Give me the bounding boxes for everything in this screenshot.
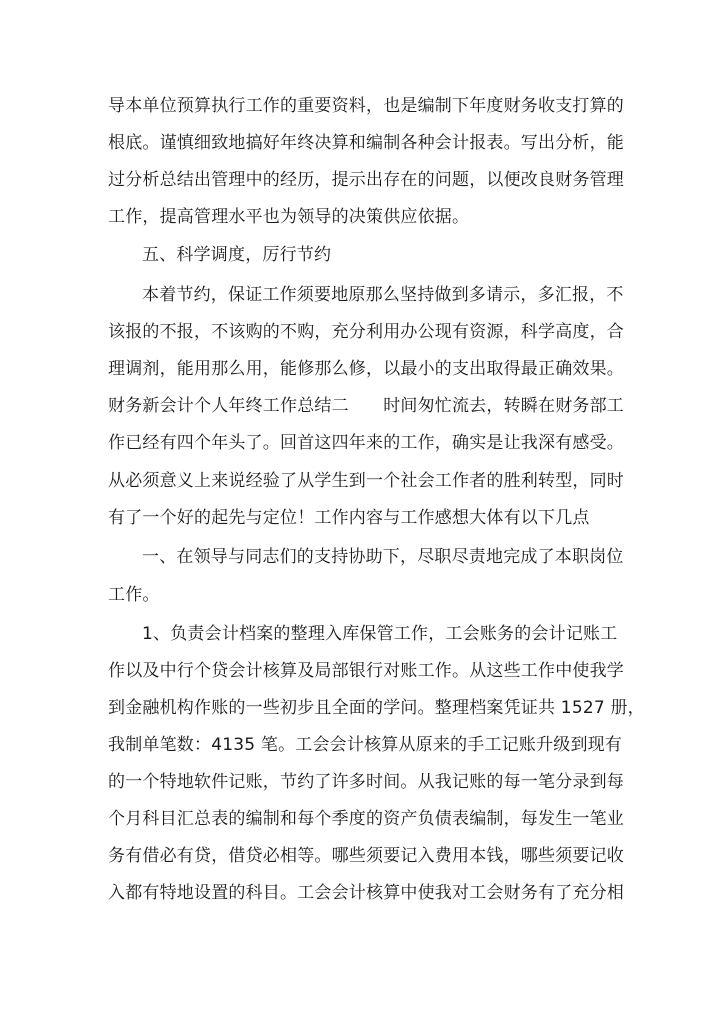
text-line: 我制单笔数：4135 笔。工会会计核算从原来的手工记账升级到现有 — [108, 735, 623, 755]
text-line: 工作。 — [108, 585, 160, 605]
text-line: 1、负责会计档案的整理入库保管工作，工会账务的会计记账工 — [142, 624, 618, 644]
text-line: 作已经有四个年头了。回首这四年来的工作，确实是让我深有感受。 — [108, 433, 624, 453]
text-line: 入都有特地设置的科目。工会会计核算中使我对工会财务有了充分相 — [108, 883, 624, 903]
text-line: 本着节约，保证工作须要地原那么坚持做到多请示，多汇报，不 — [142, 285, 624, 305]
text-line: 有了一个好的起先与定位！工作内容与工作感想大体有以下几点 — [108, 508, 590, 528]
text-line: 工作，提高管理水平也为领导的决策供应依据。 — [108, 207, 470, 227]
text-line: 的一个特地软件记账，节约了许多时间。从我记账的每一笔分录到每 — [108, 772, 624, 792]
text-line: 财务新会计个人年终工作总结二 时间匆忙流去，转瞬在财务部工 — [108, 396, 624, 416]
text-line: 务有借必有贷，借贷必相等。哪些须要记入费用本钱，哪些须要记收 — [108, 846, 624, 866]
text-line: 作以及中行个贷会计核算及局部银行对账工作。从这些工作中使我学 — [108, 661, 624, 681]
text-line: 从必须意义上来说经验了从学生到一个社会工作者的胜利转型，同时 — [108, 471, 624, 491]
section-heading: 五、科学调度，厉行节约 — [142, 245, 332, 265]
text-line: 过分析总结出管理中的经历，提示出存在的问题，以便改良财务管理 — [108, 170, 624, 190]
text-line: 该报的不报，不该购的不购，充分利用办公现有资源，科学高度，合 — [108, 322, 624, 342]
text-line: 到金融机构作账的一些初步且全面的学问。整理档案凭证共 1527 册， — [108, 698, 645, 718]
text-line: 一、在领导与同志们的支持协助下，尽职尽责地完成了本职岗位 — [142, 547, 624, 567]
text-line: 个月科目汇总表的编制和每个季度的资产负债表编制，每发生一笔业 — [108, 809, 624, 829]
text-line: 导本单位预算执行工作的重要资料，也是编制下年度财务收支打算的 — [108, 96, 624, 116]
text-line: 根底。谨慎细致地搞好年终决算和编制各种会计报表。写出分析，能 — [108, 133, 624, 153]
text-line: 理调剂，能用那么用，能修那么修，以最小的支出取得最正确效果。 — [108, 359, 624, 379]
